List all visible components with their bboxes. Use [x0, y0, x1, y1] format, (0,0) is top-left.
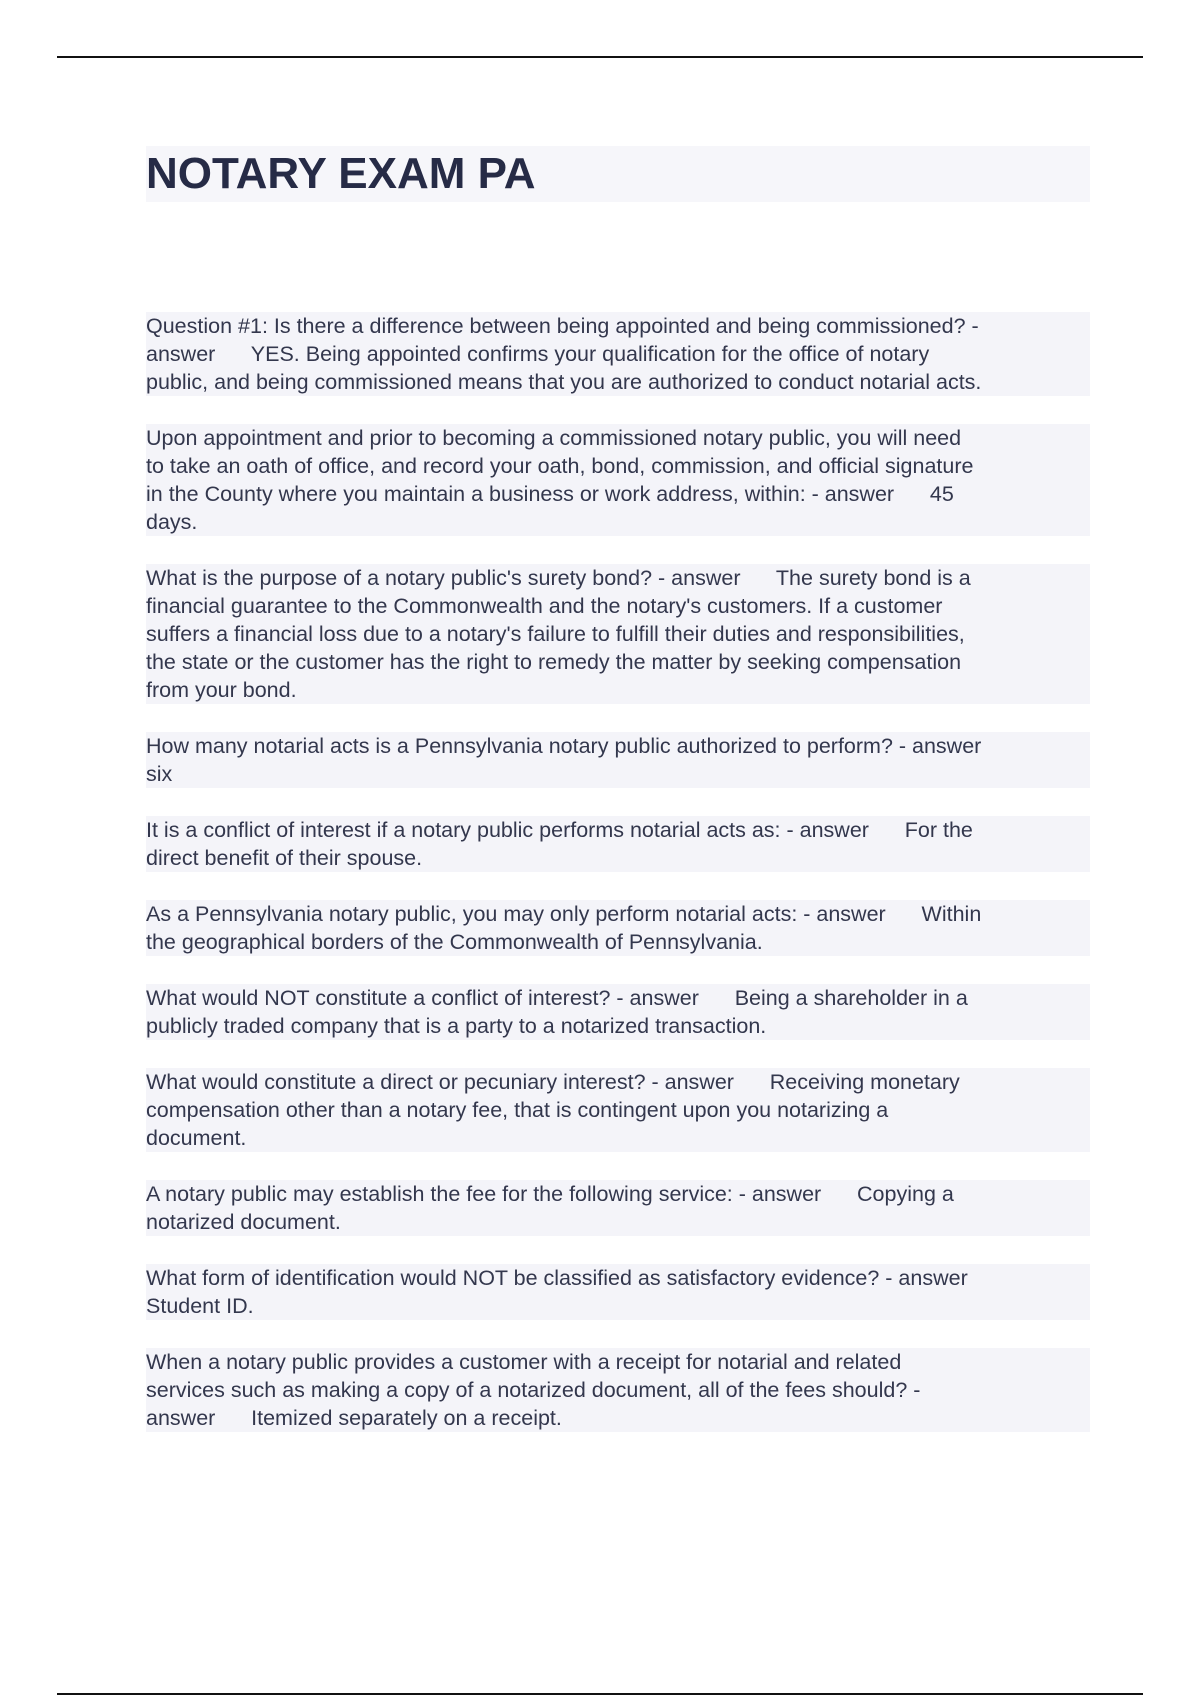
qa-line: As a Pennsylvania notary public, you may only perform notarial acts: - answer Within	[146, 900, 1090, 928]
qa-line: What form of identification would NOT be classified as satisfactory evidence? - answer	[146, 1264, 1090, 1292]
qa-line: document.	[146, 1124, 1090, 1152]
qa-line: What would NOT constitute a conflict of interest? - answer Being a shareholder in a	[146, 984, 1090, 1012]
qa-line: notarized document.	[146, 1208, 1090, 1236]
qa-line: Student ID.	[146, 1292, 1090, 1320]
qa-line: services such as making a copy of a notarized document, all of the fees should? -	[146, 1376, 1090, 1404]
qa-line: How many notarial acts is a Pennsylvania notary public authorized to perform? - answer	[146, 732, 1090, 760]
top-rule	[57, 56, 1143, 58]
qa-line: answer YES. Being appointed confirms your qualification for the office of notary	[146, 340, 1090, 368]
qa-line: compensation other than a notary fee, that is contingent upon you notarizing a	[146, 1096, 1090, 1124]
qa-item	[146, 1264, 1090, 1320]
qa-line: the state or the customer has the right to remedy the matter by seeking compensation	[146, 648, 1090, 676]
qa-item	[146, 732, 1090, 788]
qa-item	[146, 1180, 1090, 1236]
document-page	[146, 146, 1090, 1460]
qa-item	[146, 312, 1090, 396]
qa-item	[146, 816, 1090, 872]
bottom-rule	[57, 1693, 1143, 1695]
qa-line: When a notary public provides a customer with a receipt for notarial and related	[146, 1348, 1090, 1376]
qa-line: days.	[146, 508, 1090, 536]
qa-line: answer Itemized separately on a receipt.	[146, 1404, 1090, 1432]
qa-item	[146, 1348, 1090, 1432]
qa-line: the geographical borders of the Commonwealth of Pennsylvania.	[146, 928, 1090, 956]
document-title: NOTARY EXAM PA	[146, 149, 536, 198]
qa-item	[146, 1068, 1090, 1152]
qa-line: Question #1: Is there a difference between being appointed and being commissioned? -	[146, 312, 1090, 340]
qa-item	[146, 984, 1090, 1040]
qa-line: six	[146, 760, 1090, 788]
qa-line: from your bond.	[146, 676, 1090, 704]
qa-line: in the County where you maintain a business or work address, within: - answer 45	[146, 480, 1090, 508]
qa-line: financial guarantee to the Commonwealth and the notary's customers. If a customer	[146, 592, 1090, 620]
qa-item	[146, 900, 1090, 956]
title-block	[146, 146, 1090, 202]
qa-line: What is the purpose of a notary public's surety bond? - answer The surety bond is a	[146, 564, 1090, 592]
qa-line: It is a conflict of interest if a notary public performs notarial acts as: - answer For the	[146, 816, 1090, 844]
qa-line: What would constitute a direct or pecuniary interest? - answer Receiving monetary	[146, 1068, 1090, 1096]
qa-list	[146, 312, 1090, 1432]
qa-line: Upon appointment and prior to becoming a commissioned notary public, you will need	[146, 424, 1090, 452]
qa-item	[146, 424, 1090, 536]
qa-line: direct benefit of their spouse.	[146, 844, 1090, 872]
qa-line: suffers a financial loss due to a notary's failure to fulfill their duties and responsibilities,	[146, 620, 1090, 648]
qa-item	[146, 564, 1090, 704]
qa-line: A notary public may establish the fee for the following service: - answer Copying a	[146, 1180, 1090, 1208]
qa-line: public, and being commissioned means that you are authorized to conduct notarial acts.	[146, 368, 1090, 396]
qa-line: publicly traded company that is a party to a notarized transaction.	[146, 1012, 1090, 1040]
qa-line: to take an oath of office, and record your oath, bond, commission, and official signature	[146, 452, 1090, 480]
